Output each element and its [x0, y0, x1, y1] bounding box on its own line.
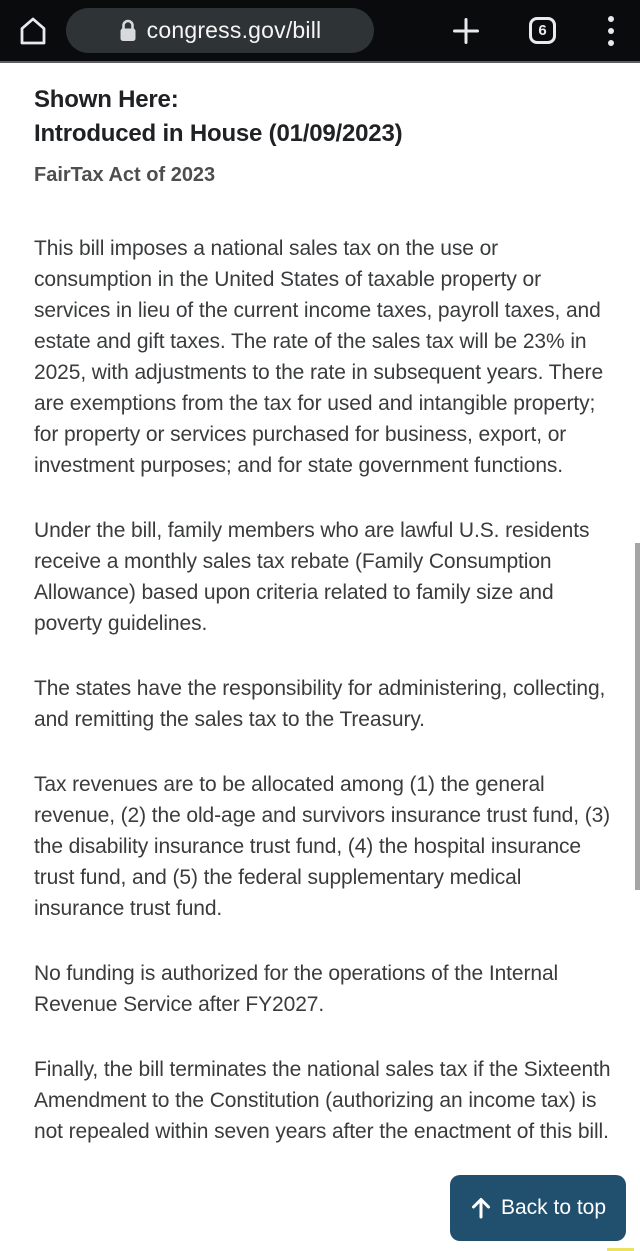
back-to-top-label: Back to top — [500, 1196, 607, 1219]
heading-line-1: Shown Here: — [34, 86, 179, 113]
scrollbar-thumb[interactable] — [635, 543, 640, 890]
new-tab-button[interactable] — [449, 14, 483, 48]
lock-icon — [119, 19, 137, 42]
home-icon — [17, 15, 49, 47]
bill-title: FairTax Act of 2023 — [34, 164, 216, 186]
home-button[interactable] — [16, 14, 50, 48]
kebab-dot — [608, 28, 614, 34]
paragraph: Under the bill, family members who are lawful U.S. residents receive a monthly sales tax rebate (Family Consumption Allowance) based upon criteria related to family size and poverty guidelines. — [34, 519, 590, 635]
paragraph: Tax revenues are to be allocated among (1) the general revenue, (2) the old-age and survivors insurance trust fund, (3) the disability insurance trust fund, (4) the hospital insurance trust fund, and (5) the federal supplementary medical insurance trust fund. — [34, 773, 611, 920]
tab-count: 6 — [538, 22, 547, 39]
bill-summary-text — [34, 233, 612, 1147]
up-arrow-icon — [470, 1196, 492, 1220]
paragraph: Finally, the bill terminates the national sales tax if the Sixteenth Amendment to the Constitution (authorizing an income tax) is not repealed within seven years after the enactment of this bill. — [34, 1058, 611, 1143]
heading-line-2: Introduced in House (01/09/2023) — [34, 120, 403, 147]
kebab-dot — [608, 40, 614, 46]
shown-here-heading — [34, 83, 608, 151]
plus-icon — [451, 16, 481, 46]
url-bar[interactable] — [66, 8, 374, 53]
paragraph: This bill imposes a national sales tax on the use or consumption in the United States of taxable property or services in lieu of the current income taxes, payroll taxes, and estate and gift taxes. The rate of the sales tax will be 23% in 2025, with adjustments to the rate in subsequent years. There are exemptions from the tax for used and intangible property; for property or services purchased for business, export, or investment purposes; and for state government functions. — [34, 237, 604, 477]
page-content — [0, 65, 640, 1181]
tab-switcher-button[interactable] — [529, 17, 556, 44]
browser-menu-button[interactable] — [604, 12, 618, 50]
browser-toolbar — [0, 0, 640, 63]
kebab-dot — [608, 16, 614, 22]
paragraph: No funding is authorized for the operations of the Internal Revenue Service after FY2027. — [34, 962, 559, 1016]
back-to-top-button[interactable] — [450, 1175, 626, 1241]
url-text: congress.gov/bill — [146, 17, 322, 43]
paragraph: The states have the responsibility for administering, collecting, and remitting the sales tax to the Treasury. — [34, 677, 606, 731]
